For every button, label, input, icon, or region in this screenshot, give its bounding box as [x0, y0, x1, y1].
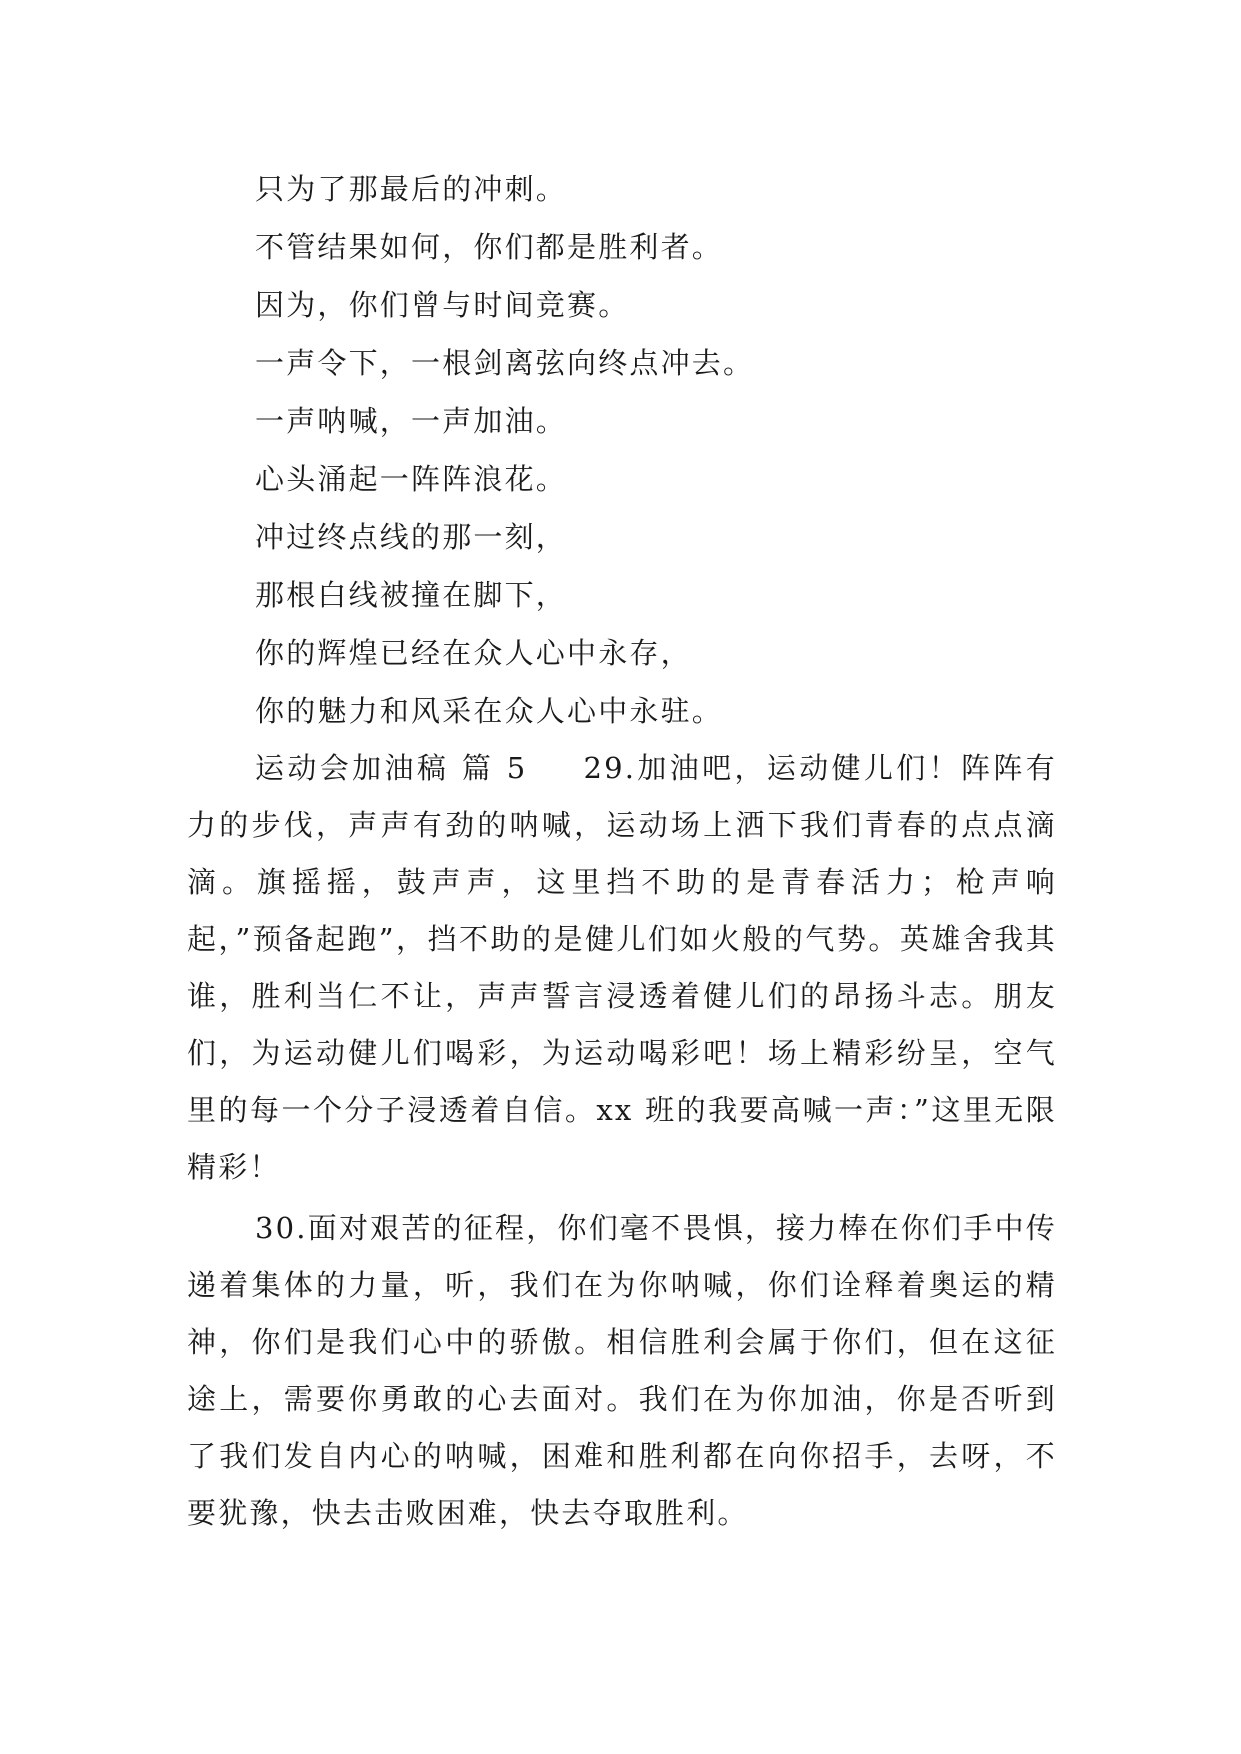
section-heading: 运动会加油稿 篇 5 [255, 751, 528, 785]
poem-line: 一声呐喊，一声加油。 [255, 404, 568, 438]
poem-line: 因为，你们曾与时间竞赛。 [255, 288, 630, 322]
poem-line: 心头涌起一阵阵浪花。 [255, 462, 568, 496]
poem-line: 一声令下，一根剑离弦向终点冲去。 [255, 346, 755, 380]
poem-line: 你的辉煌已经在众人心中永存， [255, 636, 692, 670]
paragraph-30: 30.面对艰苦的征程，你们毫不畏惧，接力棒在你们手中传递着集体的力量，听，我们在为你呐喊，你们诠释着奥运的精神，你们是我们心中的骄傲。相信胜利会属于你们，但在这征途上，需要你勇敢的心去面对。我们在为你加油，你是否听到了我们发自内心的呐喊，困难和胜利都在向你招手，去呀，不要犹豫，快去击败困难，快去夺取胜利。 [187, 1211, 1057, 1530]
paragraph-29 [187, 740, 1057, 1196]
poem-line: 那根白线被撞在脚下， [255, 578, 568, 612]
poem-line: 你的魅力和风采在众人心中永驻。 [255, 694, 724, 728]
document-body [187, 160, 1057, 1542]
poem-line: 冲过终点线的那一刻， [255, 520, 568, 554]
poem-line: 不管结果如何，你们都是胜利者。 [255, 230, 724, 264]
paragraph-29-text: 29.加油吧，运动健儿们！阵阵有力的步伐，声声有劲的呐喊，运动场上洒下我们青春的点点滴滴。旗摇摇，鼓声声，这里挡不助的是青春活力；枪声响起，”预备起跑”，挡不助的是健儿们如火般的气势。英雄舍我其谁，胜利当仁不让，声声誓言浸透着健儿们的昂扬斗志。朋友们，为运动健儿们喝彩，为运动喝彩吧！场上精彩纷呈，空气里的每一个分子浸透着自信。xx 班的我要高喊一声：”这里无限精彩！ [187, 751, 1057, 1184]
poem-line: 只为了那最后的冲刺。 [255, 172, 568, 206]
